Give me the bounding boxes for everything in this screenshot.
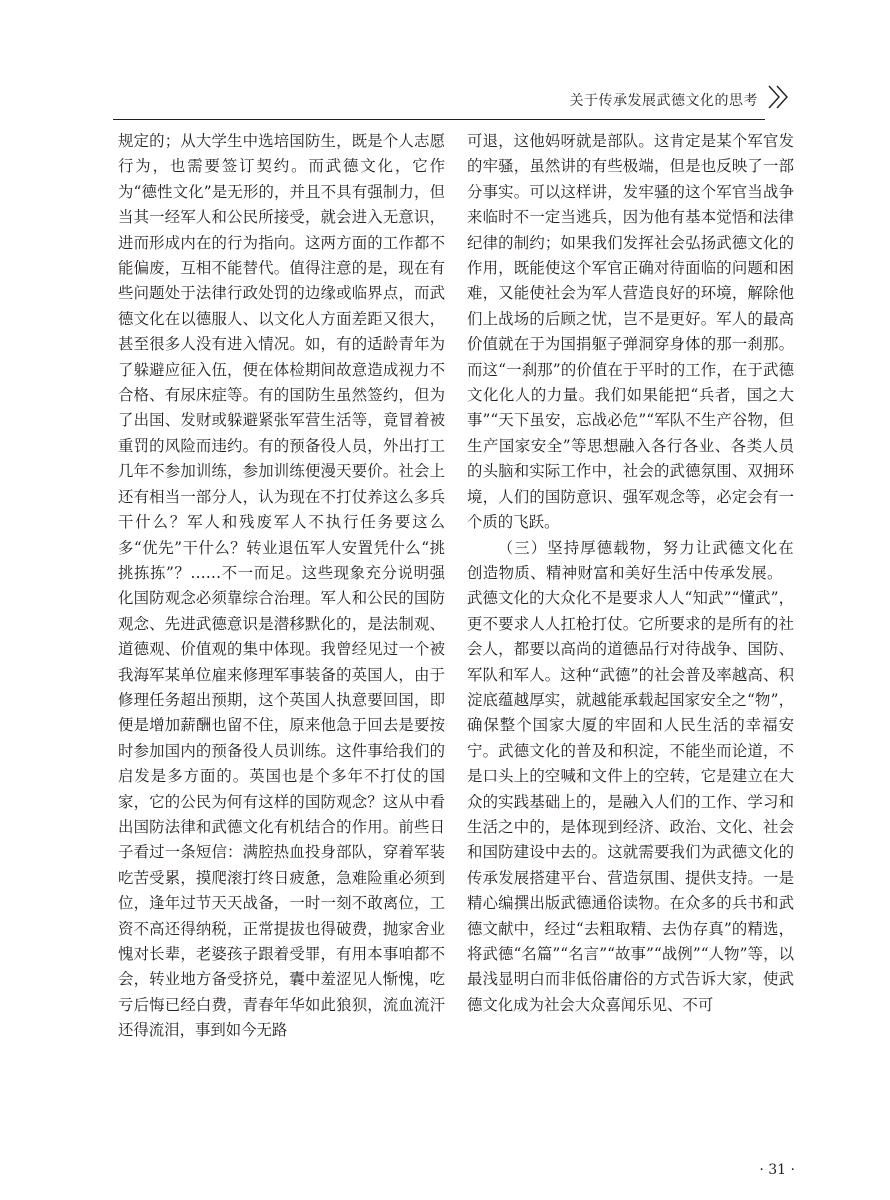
running-header-title: 关于传承发展武德文化的思考 xyxy=(569,93,758,109)
page-number: · 31 · xyxy=(759,1162,795,1178)
body-paragraph-right-1: 可退，这他妈呀就是部队。这肯定是某个军官发的牢骚，虽然讲的有些极端，但是也反映了一部分事实。可以这样讲，发牢骚的这个军官当战争来临时不一定当逃兵，因为他有基本觉悟和法律纪律的制约；如果我们发挥社会弘扬武德文化的作用，既能使这个军官正确对待面临的问题和困难，又能使社会为军人营造良好的环境，解除他们上战场的后顾之忧，岂不是更好。军人的最高价值就在于为国捐躯子弹洞穿身体的那一刹那。而这“一刹那”的价值在于平时的工作，在于武德文化化人的力量。我们如果能把“兵者，国之大事”“天下虽安，忘战必危”“军队不生产谷物，但生产国家安全”等思想融入各行各业、各类人员的头脑和实际工作中，社会的武德氛围、双拥环境，人们的国防意识、强军观念等，必定会有一个质的飞跃。 xyxy=(467,132,794,532)
running-header xyxy=(113,80,793,120)
section-heading: （三）坚持厚德载物，努力让武德文化在创造物质、精神财富和美好生活中传承发展。 xyxy=(467,538,794,582)
body-paragraph-right-2: 武德文化的大众化不是要求人人“知武”“懂武”，更不要求人人扛枪打仗。它所要求的是所有的社会人，都要以高尚的道德品行对待战争、国防、军队和军人。这种“武德”的社会普及率越高、积淀底蕴越厚实，就越能承载起国家安全之“物”，确保整个国家大厦的牢固和人民生活的幸福安宁。武德文化的普及和积淀，不能坐而论道，不是口头上的空喊和文件上的空转，它是建立在大众的实践基础上的，是融入人们的工作、学习和生活之中的，是体现到经济、政治、文化、社会和国防建设中去的。这就需要我们为武德文化的传承发展搭建平台、营造氛围、提供支持。一是精心编撰出版武德通俗读物。在众多的兵书和武德文献中，经过“去粗取精、去伪存真”的精选，将武德“名篇”“名言”“故事”“战例”“人物”等，以最浅显明白而非低俗庸俗的方式告诉大家，使武德文化成为社会大众喜闻乐见、不可 xyxy=(467,589,794,1014)
double-chevron-right-icon xyxy=(765,83,793,111)
left-column xyxy=(118,129,445,1159)
body-paragraph-left: 规定的；从大学生中选培国防生，既是个人志愿行为，也需要签订契约。而武德文化，它作为“德性文化”是无形的，并且不具有强制力，但当其一经军人和公民所接受，就会进入无意识，进而形成内在的行为指向。这两方面的工作都不能偏废，互相不能替代。值得注意的是，现在有些问题处于法律行政处罚的边缘或临界点，而武德文化在以德服人、以文化人方面差距又很大，甚至很多人没有进入情况。如，有的适龄青年为了躲避应征入伍，便在体检期间故意造成视力不合格、有尿床症等。有的国防生虽然签约，但为了出国、发财或躲避紧张军营生活等，竟冒着被重罚的风险而违约。有的预备役人员，外出打工几年不参加训练，参加训练便漫天要价。社会上还有相当一部分人，认为现在不打仗养这么多兵干什么？军人和残废军人不执行任务要这么多“优先”干什么？转业退伍军人安置凭什么“挑挑拣拣”？……不一而足。这些现象充分说明强化国防观念必须靠综合治理。军人和公民的国防观念、先进武德意识是潜移默化的，是法制观、道德观、价值观的集中体现。我曾经见过一个被我海军某单位雇来修理军事装备的英国人，由于修理任务超出预期，这个英国人执意要回国，即便是增加薪酬也留不住，原来他急于回去是要按时参加国内的预备役人员训练。这件事给我们的启发是多方面的。英国也是个多年不打仗的国家，它的公民为何有这样的国防观念？这从中看出国防法律和武德文化有机结合的作用。前些日子看过一条短信：满腔热血投身部队，穿着军装吃苦受累，摸爬滚打终日疲惫，急难险重必须到位，逢年过节天天战备，一时一刻不敢离位，工资不高还得纳税，正常提拔也得破费，抛家舍业愧对长辈，老婆孩子跟着受罪，有用本事咱都不会，转业地方备受挤兑，囊中羞涩见人惭愧，吃亏后悔已经白费，青春年华如此狼狈，流血流汗还得流泪，事到如今无路 xyxy=(118,132,445,1040)
right-column xyxy=(467,129,794,1159)
header-divider xyxy=(113,119,765,120)
